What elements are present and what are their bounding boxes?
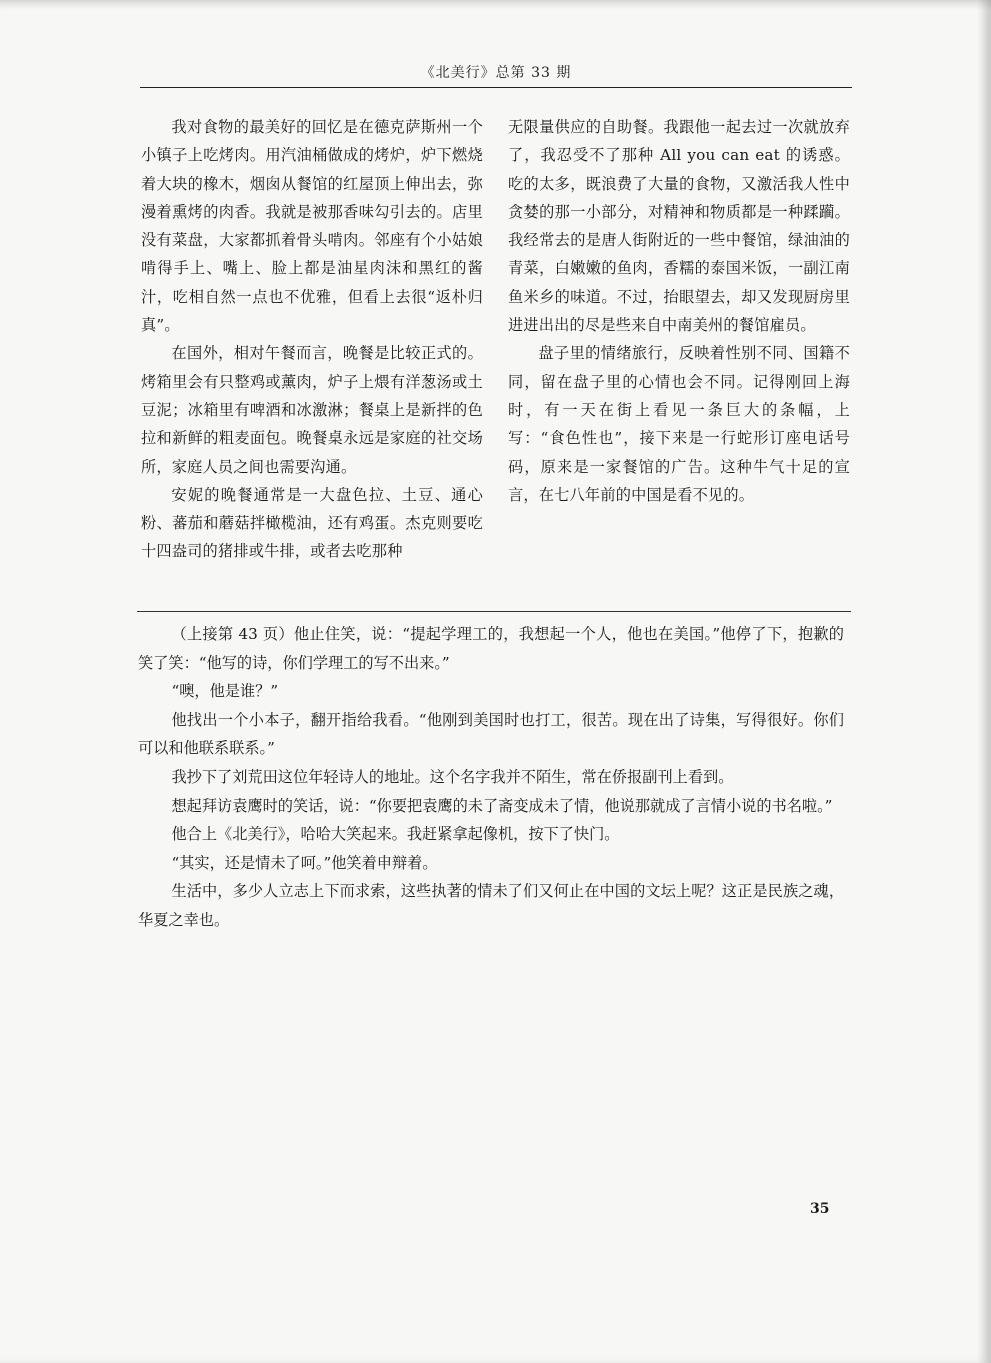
left-paragraph-2: 在国外，相对午餐而言，晚餐是比较正式的。烤箱里会有只整鸡或薰肉，炉子上煨有洋葱汤或土豆泥；冰箱里有啤酒和冰激淋；餐桌上是新拌的色拉和新鲜的粗麦面包。晚餐桌永远是家庭的社交场所，家庭人员之间也需要沟通。 [141, 344, 483, 476]
right-column [508, 113, 850, 509]
left-column [141, 113, 483, 566]
scan-edge-shadow [977, 0, 991, 1363]
section-divider [137, 611, 851, 612]
continuation-paragraph-6: 他合上《北美行》，哈哈大笑起来。我赶紧拿起像机，按下了快门。 [171, 825, 620, 844]
left-paragraph-3: 安妮的晚餐通常是一大盘色拉、土豆、通心粉、蕃茄和蘑菇拌橄榄油，还有鸡蛋。杰克则要吃十四盎司的猪排或牛排，或者去吃那种 [141, 485, 483, 561]
right-paragraph-1: 无限量供应的自助餐。我跟他一起去过一次就放弃了，我忍受不了那种 All you can eat 的诱惑。吃的太多，既浪费了大量的食物，又激活我人性中贪婪的那一小部分，对精神和物质都是一种蹂躏。我经常去的是唐人街附近的一些中餐馆，绿油油的青菜，白嫩嫩的鱼肉，香糯的泰国米饭，一副江南鱼米乡的味道。不过，抬眼望去，却又发现厨房里进进出出的尽是些来自中南美州的餐馆雇员。 [508, 118, 850, 335]
scan-top-shadow [0, 0, 991, 10]
continuation-paragraph-3: 他找出一个小本子，翻开指给我看。“他刚到美国时也打工，很苦。现在出了诗集，写得很好。你们可以和他联系联系。” [138, 710, 844, 758]
continuation-paragraph-4: 我抄下了刘荒田这位年轻诗人的地址。这个名字我并不陌生，常在侨报副刊上看到。 [171, 767, 734, 786]
right-paragraph-2: 盘子里的情绪旅行，反映着性别不同、国籍不同，留在盘子里的心情也会不同。记得刚回上海时，有一天在街上看见一条巨大的条幅，上写：“食色性也”，接下来是一行蛇形订座电话号码，原来是一家餐馆的广告。这种牛气十足的宣言，在七八年前的中国是看不见的。 [508, 344, 850, 504]
running-header: 《北美行》总第 33 期 [420, 65, 572, 81]
continuation-section [138, 620, 844, 935]
continuation-paragraph-7: “其实，还是情未了呵。”他笑着申辩着。 [171, 853, 438, 872]
continuation-paragraph-8: 生活中，多少人立志上下而求索，这些执著的情未了们又何止在中国的文坛上呢？这正是民族之魂，华夏之幸也。 [138, 882, 844, 929]
header-rule [140, 87, 852, 88]
continuation-paragraph-2: “噢，他是谁？” [171, 682, 279, 701]
continuation-paragraph-1: （上接第 43 页）他止住笑，说：“提起学理工的，我想起一个人，他也在美国。”他停了下，抱歉的笑了笑：“他写的诗，你们学理工的写不出来。” [138, 625, 844, 672]
left-paragraph-1: 我对食物的最美好的回忆是在德克萨斯州一个小镇子上吃烤肉。用汽油桶做成的烤炉，炉下燃烧着大块的橡木，烟囱从餐馆的红屋顶上伸出去，弥漫着熏烤的肉香。我就是被那香味勾引去的。店里没有菜盘，大家都抓着骨头啃肉。邻座有个小姑娘啃得手上、嘴上、脸上都是油星肉沫和黑红的酱汁，吃相自然一点也不优雅，但看上去很“返朴归真”。 [141, 118, 483, 335]
page-number: 35 [810, 1201, 830, 1217]
continuation-paragraph-5: 想起拜访袁鹰时的笑话，说：“你要把袁鹰的未了斋变成未了情，他说那就成了言情小说的书名啦。” [171, 796, 833, 815]
